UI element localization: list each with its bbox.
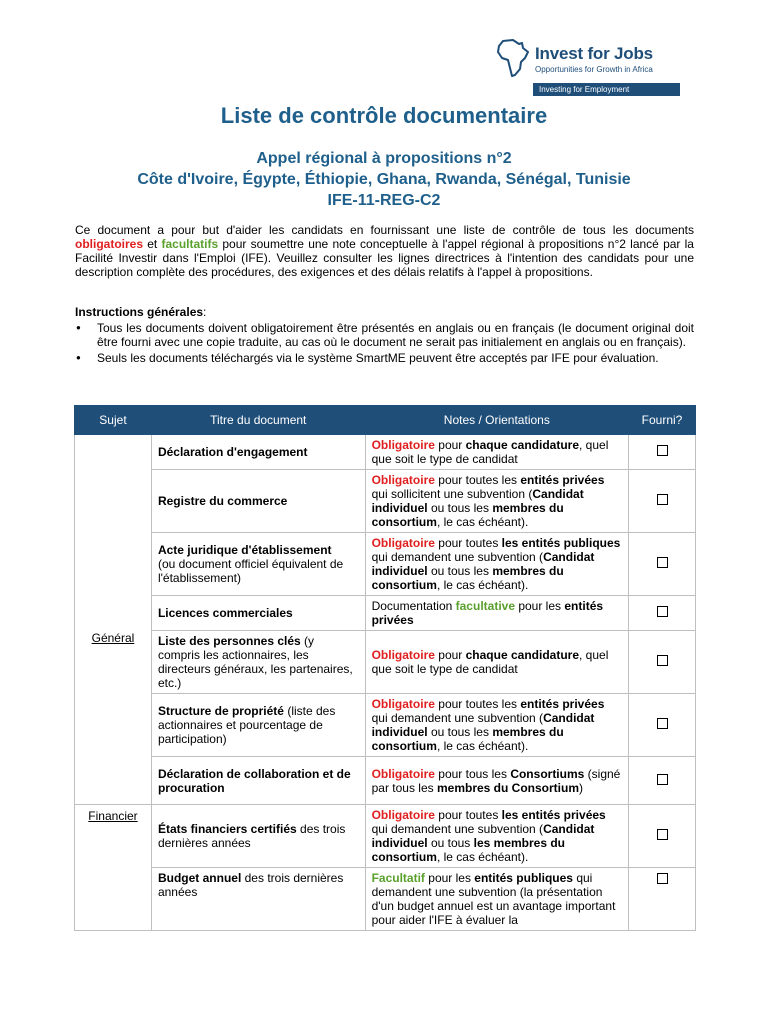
table-row (75, 533, 696, 596)
keyword-facultatifs: facultatifs (161, 237, 219, 251)
document-title: Structure de propriété (liste des actionnaires et pourcentage de participation) (151, 694, 365, 757)
document-title: Licences commerciales (151, 596, 365, 631)
provided-checkbox[interactable] (629, 470, 696, 533)
instructions-heading: Instructions générales: (75, 305, 207, 319)
document-title: Déclaration de collaboration et de procuration (151, 757, 365, 805)
provided-checkbox[interactable] (629, 757, 696, 805)
provided-checkbox[interactable] (629, 435, 696, 470)
document-title: Registre du commerce (151, 470, 365, 533)
provided-checkbox[interactable] (629, 805, 696, 868)
document-notes: Obligatoire pour toutes les entités privées qui demandent une subvention (Candidat individuel ou tous les membres du consortium, le cas échéant). (365, 694, 628, 757)
document-title: Déclaration d'engagement (151, 435, 365, 470)
list-item: ● Seuls les documents téléchargés via le système SmartME peuvent être acceptés par IFE pour évaluation. (75, 351, 694, 365)
reference-code: IFE-11-REG-C2 (327, 192, 441, 209)
document-notes: Facultatif pour les entités publiques qui demandent une subvention (la présentation d'un budget annuel est un avantage important pour aider l'IFE à évaluer la (365, 868, 628, 931)
logo-bar: Investing for Employment (533, 83, 680, 96)
table-row (75, 757, 696, 805)
header-subject: Sujet (75, 406, 152, 435)
document-title: États financiers certifiés des trois dernières années (151, 805, 365, 868)
africa-map-icon (495, 38, 531, 78)
provided-checkbox[interactable] (629, 631, 696, 694)
intro-paragraph: Ce document a pour but d'aider les candidats en fournissant une liste de contrôle de tous les documents obligatoires et facultatifs pour soumettre une note conceptuelle à l'appel régional à propositions n°2 lancé par la Facilité Investir dans l'Emploi (IFE). Veuillez consulter les lignes directrices à l'intention des candidats pour une description complète des procédures, des exigences et des délais relatifs à l'appel à propositions. (75, 223, 694, 279)
list-item: ● Tous les documents doivent obligatoirement être présentés en anglais ou en français (le document original doit être fourni avec une copie traduite, au cas où le document ne serait pas initialement en anglais ou en français). (75, 321, 694, 349)
provided-checkbox[interactable] (629, 868, 696, 931)
table-row (75, 694, 696, 757)
table-row (75, 470, 696, 533)
table-row (75, 596, 696, 631)
document-notes: Obligatoire pour toutes les entités privées qui sollicitent une subvention (Candidat individuel ou tous les membres du consortium, le cas échéant). (365, 470, 628, 533)
document-title: Budget annuel des trois dernières années (151, 868, 365, 931)
keyword-obligatoires: obligatoires (75, 237, 144, 251)
invest-for-jobs-logo (495, 38, 680, 98)
document-title: Acte juridique d'établissement (ou document officiel équivalent de l'établissement) (151, 533, 365, 596)
logo-title: Invest for Jobs (535, 44, 653, 63)
provided-checkbox[interactable] (629, 533, 696, 596)
provided-checkbox[interactable] (629, 596, 696, 631)
document-notes: Obligatoire pour chaque candidature, quel que soit le type de candidat (365, 435, 628, 470)
subject-general: Général (75, 435, 152, 805)
table-row (75, 631, 696, 694)
document-title: Liste des personnes clés (y compris les actionnaires, les directeurs généraux, les partenaires, etc.) (151, 631, 365, 694)
header-provided: Fourni? (629, 406, 696, 435)
table-row (75, 868, 696, 931)
document-notes: Documentation facultative pour les entités privées (365, 596, 628, 631)
document-notes: Obligatoire pour toutes les entités publiques qui demandent une subvention (Candidat individuel ou tous les membres du consortium, le cas échéant). (365, 533, 628, 596)
checklist-table (74, 405, 696, 931)
table-row (75, 435, 696, 470)
subject-financial: Financier (75, 805, 152, 931)
countries-list: Côte d'Ivoire, Égypte, Éthiopie, Ghana, Rwanda, Sénégal, Tunisie (137, 171, 631, 188)
logo-subtitle: Opportunities for Growth in Africa (535, 65, 653, 74)
document-notes: Obligatoire pour chaque candidature, quel que soit le type de candidat (365, 631, 628, 694)
header-title: Titre du document (151, 406, 365, 435)
instructions-list (75, 321, 694, 367)
page-title: Liste de contrôle documentaire (220, 103, 548, 128)
header-notes: Notes / Orientations (365, 406, 628, 435)
call-title: Appel régional à propositions n°2 (256, 150, 512, 167)
table-row (75, 805, 696, 868)
table-header (75, 406, 696, 435)
document-notes: Obligatoire pour toutes les entités privées qui demandent une subvention (Candidat individuel ou tous les membres du consortium, le cas échéant). (365, 805, 628, 868)
provided-checkbox[interactable] (629, 694, 696, 757)
document-notes: Obligatoire pour tous les Consortiums (signé par tous les membres du Consortium) (365, 757, 628, 805)
